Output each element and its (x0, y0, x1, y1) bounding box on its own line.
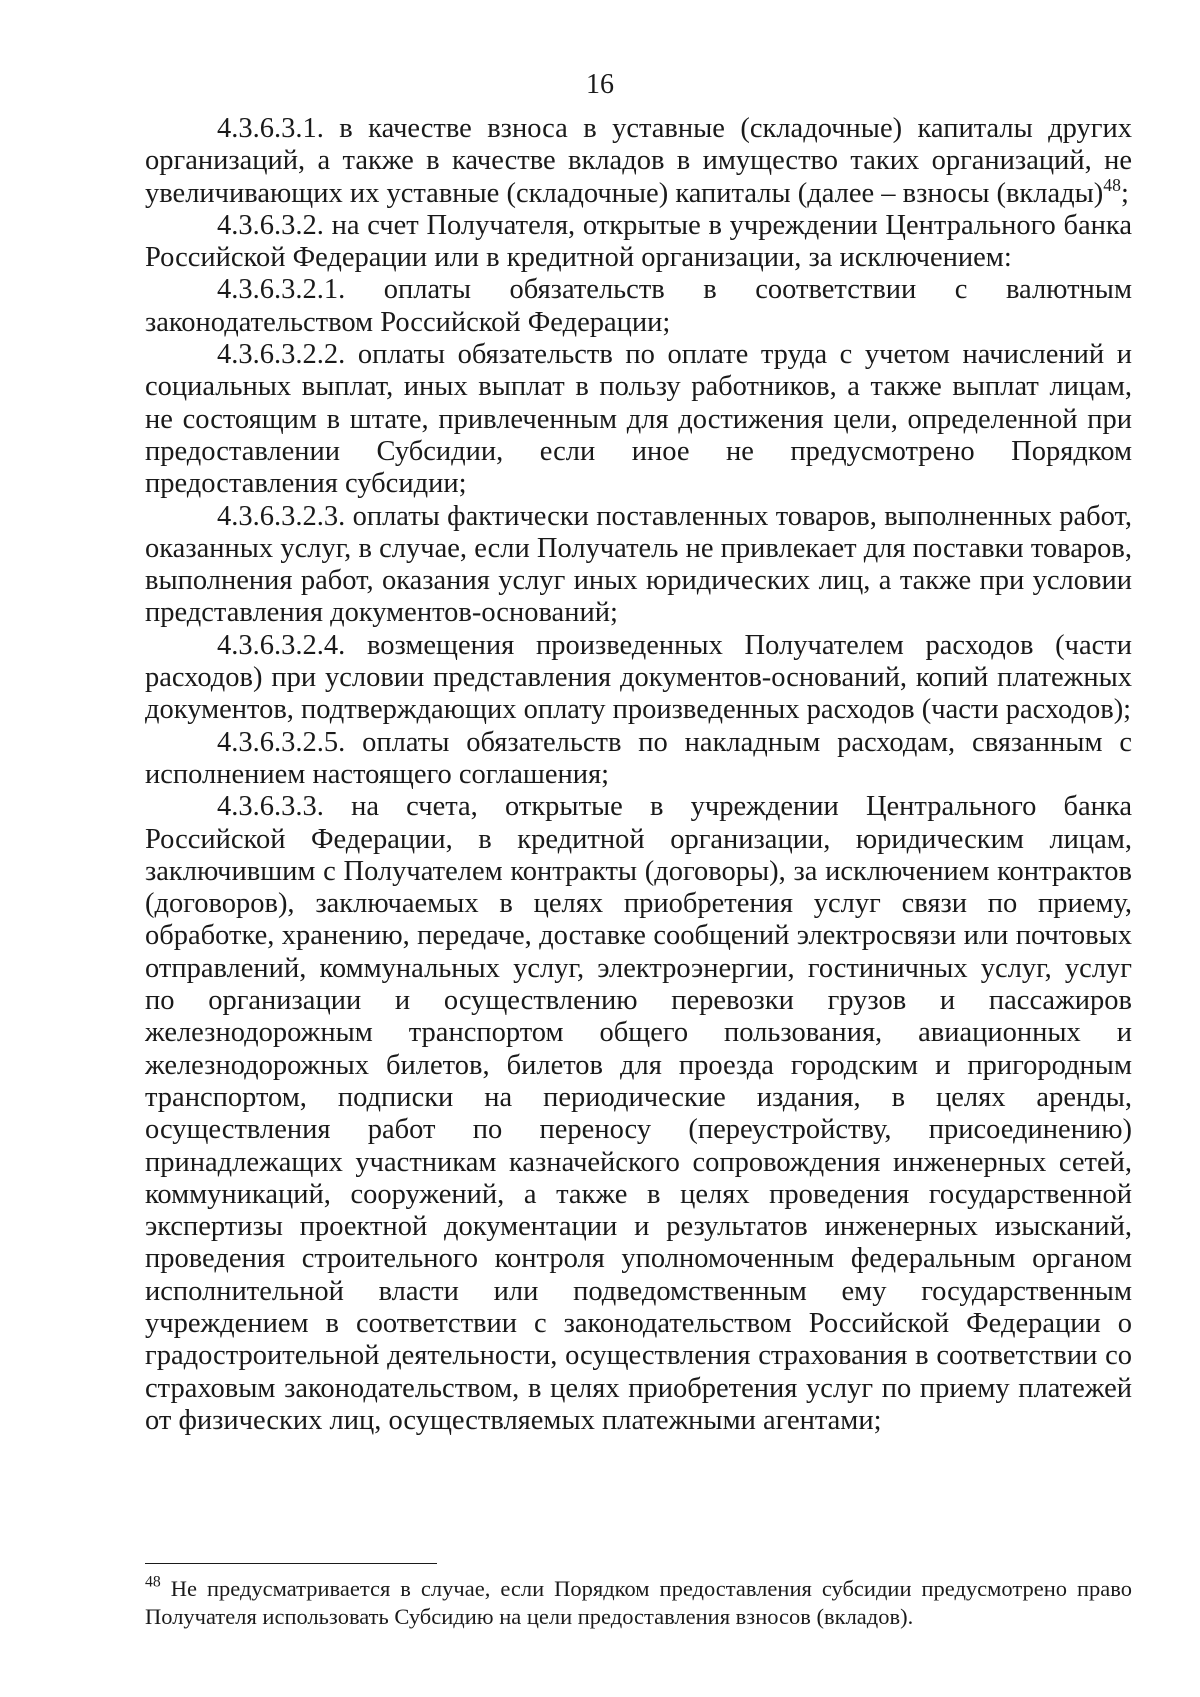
footnote-marker: 48 (145, 1573, 161, 1591)
page-number: 16 (586, 69, 614, 100)
paragraph-4-3-6-3-2-3: 4.3.6.3.2.3. оплаты фактически поставленных товаров, выполненных работ, оказанных услуг, в случае, если Получатель не привлекает для поставки товаров, выполнения работ, оказания услуг иных юридических лиц, а также при условии представления документов-оснований; (145, 500, 1132, 629)
paragraph-4-3-6-3-1 (145, 113, 1132, 210)
footnote-text: Не предусматривается в случае, если Порядком предоставления субсидии предусмотрено право Получателя использовать Субсидию на цели предоставления взносов (вкладов). (145, 1576, 1132, 1629)
footnote-divider (145, 1563, 437, 1564)
paragraph-text: 4.3.6.3.1. в качестве взноса в уставные (складочные) капиталы других организаций, а также в качестве вкладов в имущество таких организаций, не увеличивающих их уставные (складочные) капиталы (далее – взносы (вклады) (145, 113, 1132, 209)
paragraph-4-3-6-3-2-1: 4.3.6.3.2.1. оплаты обязательств в соответствии с валютным законодательством Российской Федерации; (145, 274, 1132, 338)
paragraph-4-3-6-3-2-5: 4.3.6.3.2.5. оплаты обязательств по накладным расходам, связанным с исполнением настоящего соглашения; (145, 726, 1132, 790)
paragraph-4-3-6-3-2-2: 4.3.6.3.2.2. оплаты обязательств по оплате труда с учетом начислений и социальных выплат, иных выплат в пользу работников, а также выплат лицам, не состоящим в штате, привлеченным для достижения цели, определенной при предоставлении Субсидии, если иное не предусмотрено Порядком предоставления субсидии; (145, 339, 1132, 500)
footnote-reference[interactable]: 48 (1103, 174, 1121, 195)
paragraph-4-3-6-3-2: 4.3.6.3.2. на счет Получателя, открытые в учреждении Центрального банка Российской Федерации или в кредитной организации, за исключением: (145, 209, 1132, 274)
paragraph-4-3-6-3-2-4: 4.3.6.3.2.4. возмещения произведенных Получателем расходов (части расходов) при условии представления документов-оснований, копий платежных документов, подтверждающих оплату произведенных расходов (части расходов); (145, 629, 1132, 726)
paragraph-text-tail: ; (1120, 177, 1129, 209)
body-text (145, 113, 1132, 1437)
paragraph-4-3-6-3-3: 4.3.6.3.3. на счета, открытые в учреждении Центрального банка Российской Федерации, в кредитной организации, юридическим лицам, заключившим с Получателем контракты (договоры), за исключением контрактов (договоров), заключаемых в целях приобретения услуг связи по приему, обработке, хранению, передаче, доставке сообщений электросвязи или почтовых отправлений, коммунальных услуг, электроэнергии, гостиничных услуг, услуг по организации и осуществлению перевозки грузов и пассажиров железнодорожным транспортом общего пользования, авиационных и железнодорожных билетов, билетов для проезда городским и пригородным транспортом, подписки на периодические издания, в целях аренды, осуществления работ по переносу (переустройству, присоединению) принадлежащих участникам казначейского сопровождения инженерных сетей, коммуникаций, сооружений, а также в целях проведения государственной экспертизы проектной документации и результатов инженерных изысканий, проведения строительного контроля уполномоченным федеральным органом исполнительной власти или подведомственным ему государственным учреждением в соответствии с законодательством Российской Федерации о градостроительной деятельности, осуществления страхования в соответствии со страховым законодательством, в целях приобретения услуг по приему платежей от физических лиц, осуществляемых платежными агентами; (145, 791, 1132, 1436)
footnote (145, 1575, 1132, 1631)
